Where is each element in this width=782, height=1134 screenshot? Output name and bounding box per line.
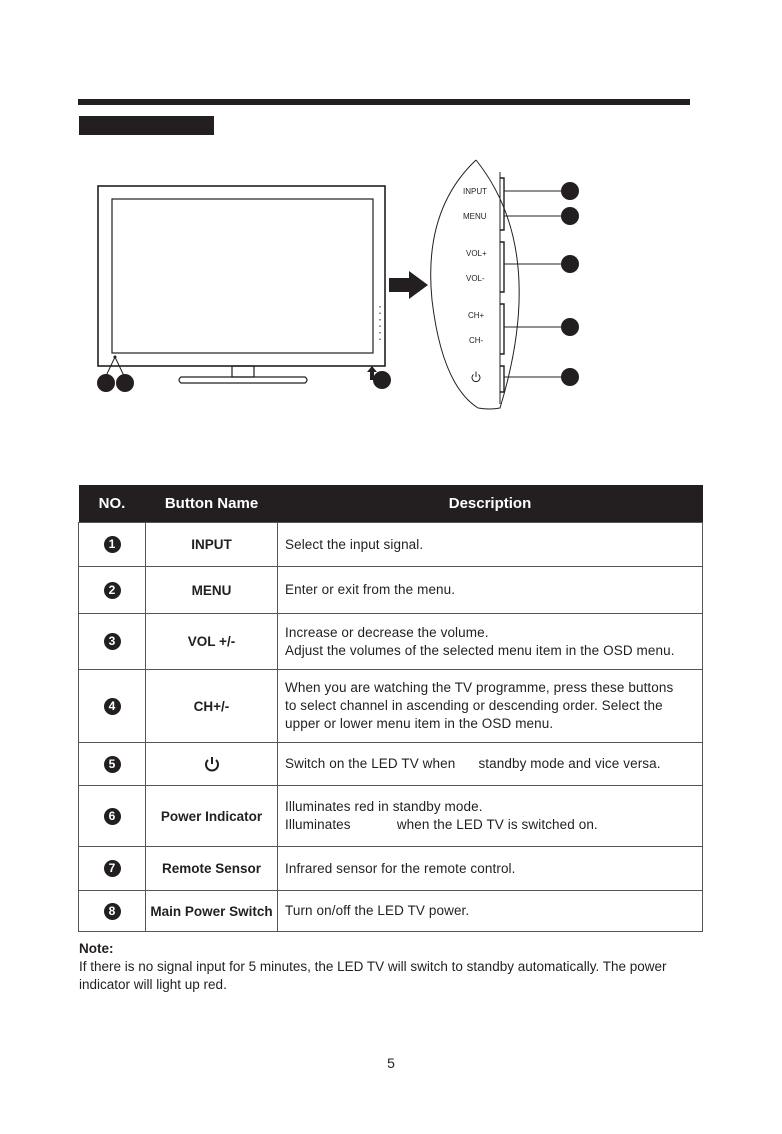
callout-2 bbox=[561, 207, 579, 225]
description-line: Increase or decrease the volume. bbox=[285, 624, 489, 640]
button-name-cell bbox=[146, 847, 278, 891]
label-ch-minus: CH- bbox=[469, 336, 484, 345]
row-number-cell bbox=[79, 743, 146, 786]
table-row bbox=[79, 891, 703, 932]
button-name-cell bbox=[146, 891, 278, 932]
side-panel-outline bbox=[431, 160, 478, 408]
callout-5 bbox=[561, 368, 579, 386]
row-number-badge: 4 bbox=[104, 698, 121, 715]
row-number-cell bbox=[79, 567, 146, 614]
button-name-cell bbox=[146, 523, 278, 567]
table-header-row bbox=[79, 485, 703, 523]
button-name-cell bbox=[146, 614, 278, 670]
description-line: upper or lower menu item in the OSD menu. bbox=[285, 716, 554, 731]
note-line: If there is no signal input for 5 minutes, the LED TV will switch to standby automatically. The power bbox=[79, 959, 667, 974]
table-row bbox=[79, 523, 703, 567]
row-number-badge: 8 bbox=[104, 903, 121, 920]
label-vol-plus: VOL+ bbox=[466, 249, 487, 258]
description-cell bbox=[278, 614, 703, 670]
button-table bbox=[78, 485, 703, 932]
row-number-cell bbox=[79, 614, 146, 670]
label-vol-minus: VOL- bbox=[466, 274, 485, 283]
table-row bbox=[79, 786, 703, 847]
right-arrow-icon bbox=[389, 271, 428, 299]
label-ch-plus: CH+ bbox=[468, 311, 485, 320]
label-input: INPUT bbox=[463, 187, 487, 196]
row-number-badge: 7 bbox=[104, 860, 121, 877]
note-line: indicator will light up red. bbox=[79, 977, 227, 992]
tv-screen bbox=[112, 199, 373, 353]
callout-4 bbox=[561, 318, 579, 336]
header-description: Description bbox=[278, 485, 703, 523]
note-block bbox=[79, 940, 719, 994]
button-name: INPUT bbox=[191, 537, 232, 552]
row-number-cell bbox=[79, 847, 146, 891]
row-number-cell bbox=[79, 670, 146, 743]
power-icon bbox=[203, 755, 221, 773]
button-name-cell bbox=[146, 786, 278, 847]
description-cell bbox=[278, 743, 703, 786]
row-number-badge: 1 bbox=[104, 536, 121, 553]
description-cell bbox=[278, 786, 703, 847]
page-number: 5 bbox=[387, 1055, 395, 1071]
header-button-name: Button Name bbox=[146, 485, 278, 523]
table-row bbox=[79, 847, 703, 891]
button-name: MENU bbox=[191, 582, 232, 598]
description-line: Infrared sensor for the remote control. bbox=[285, 860, 516, 876]
description-cell bbox=[278, 523, 703, 567]
button-name: VOL +/- bbox=[187, 634, 236, 649]
description-cell bbox=[278, 670, 703, 743]
table-row bbox=[79, 567, 703, 614]
callout-1 bbox=[561, 182, 579, 200]
table-row bbox=[79, 614, 703, 670]
description-line: When you are watching the TV programme, press these buttons bbox=[285, 680, 674, 695]
description-line: to select channel in ascending or descending order. Select the bbox=[285, 698, 663, 713]
table-row bbox=[79, 743, 703, 786]
row-number-badge: 2 bbox=[104, 582, 121, 599]
description-line: Switch on the LED TV when standby mode and vice versa. bbox=[285, 756, 661, 771]
callout-3 bbox=[561, 255, 579, 273]
button-name-cell bbox=[146, 567, 278, 614]
label-menu: MENU bbox=[463, 212, 487, 221]
description-line: Adjust the volumes of the selected menu item in the OSD menu. bbox=[285, 642, 675, 658]
callout-8 bbox=[373, 371, 391, 389]
panel-power-icon bbox=[472, 372, 480, 382]
description-line: Enter or exit from the menu. bbox=[285, 582, 456, 597]
button-name: Remote Sensor bbox=[161, 861, 262, 876]
description-line: Turn on/off the LED TV power. bbox=[285, 903, 470, 918]
description-cell bbox=[278, 847, 703, 891]
description-line: Illuminates when the LED TV is switched on. bbox=[285, 817, 598, 832]
callout-6 bbox=[97, 374, 115, 392]
tv-figure bbox=[0, 150, 782, 420]
tv-bezel bbox=[98, 186, 385, 366]
top-rule bbox=[78, 99, 690, 105]
button-name: Main Power Switch bbox=[150, 903, 273, 919]
description-line: Select the input signal. bbox=[285, 536, 424, 552]
button-name-cell bbox=[146, 670, 278, 743]
button-name: CH+/- bbox=[193, 698, 230, 714]
row-number-badge: 6 bbox=[104, 808, 121, 825]
description-line: Illuminates red in standby mode. bbox=[285, 799, 483, 814]
description-cell bbox=[278, 567, 703, 614]
section-title-bar bbox=[79, 116, 214, 135]
note-title: Note: bbox=[79, 941, 114, 956]
header-no: NO. bbox=[79, 485, 146, 523]
tv-stand-neck bbox=[232, 366, 254, 377]
description-cell bbox=[278, 891, 703, 932]
row-number-badge: 5 bbox=[104, 756, 121, 773]
table-row bbox=[79, 670, 703, 743]
row-number-cell bbox=[79, 523, 146, 567]
row-number-cell bbox=[79, 891, 146, 932]
button-name: Power Indicator bbox=[160, 808, 263, 824]
tv-stand-base bbox=[179, 377, 307, 383]
callout-7 bbox=[116, 374, 134, 392]
row-number-badge: 3 bbox=[104, 633, 121, 650]
button-name-cell bbox=[146, 743, 278, 786]
row-number-cell bbox=[79, 786, 146, 847]
